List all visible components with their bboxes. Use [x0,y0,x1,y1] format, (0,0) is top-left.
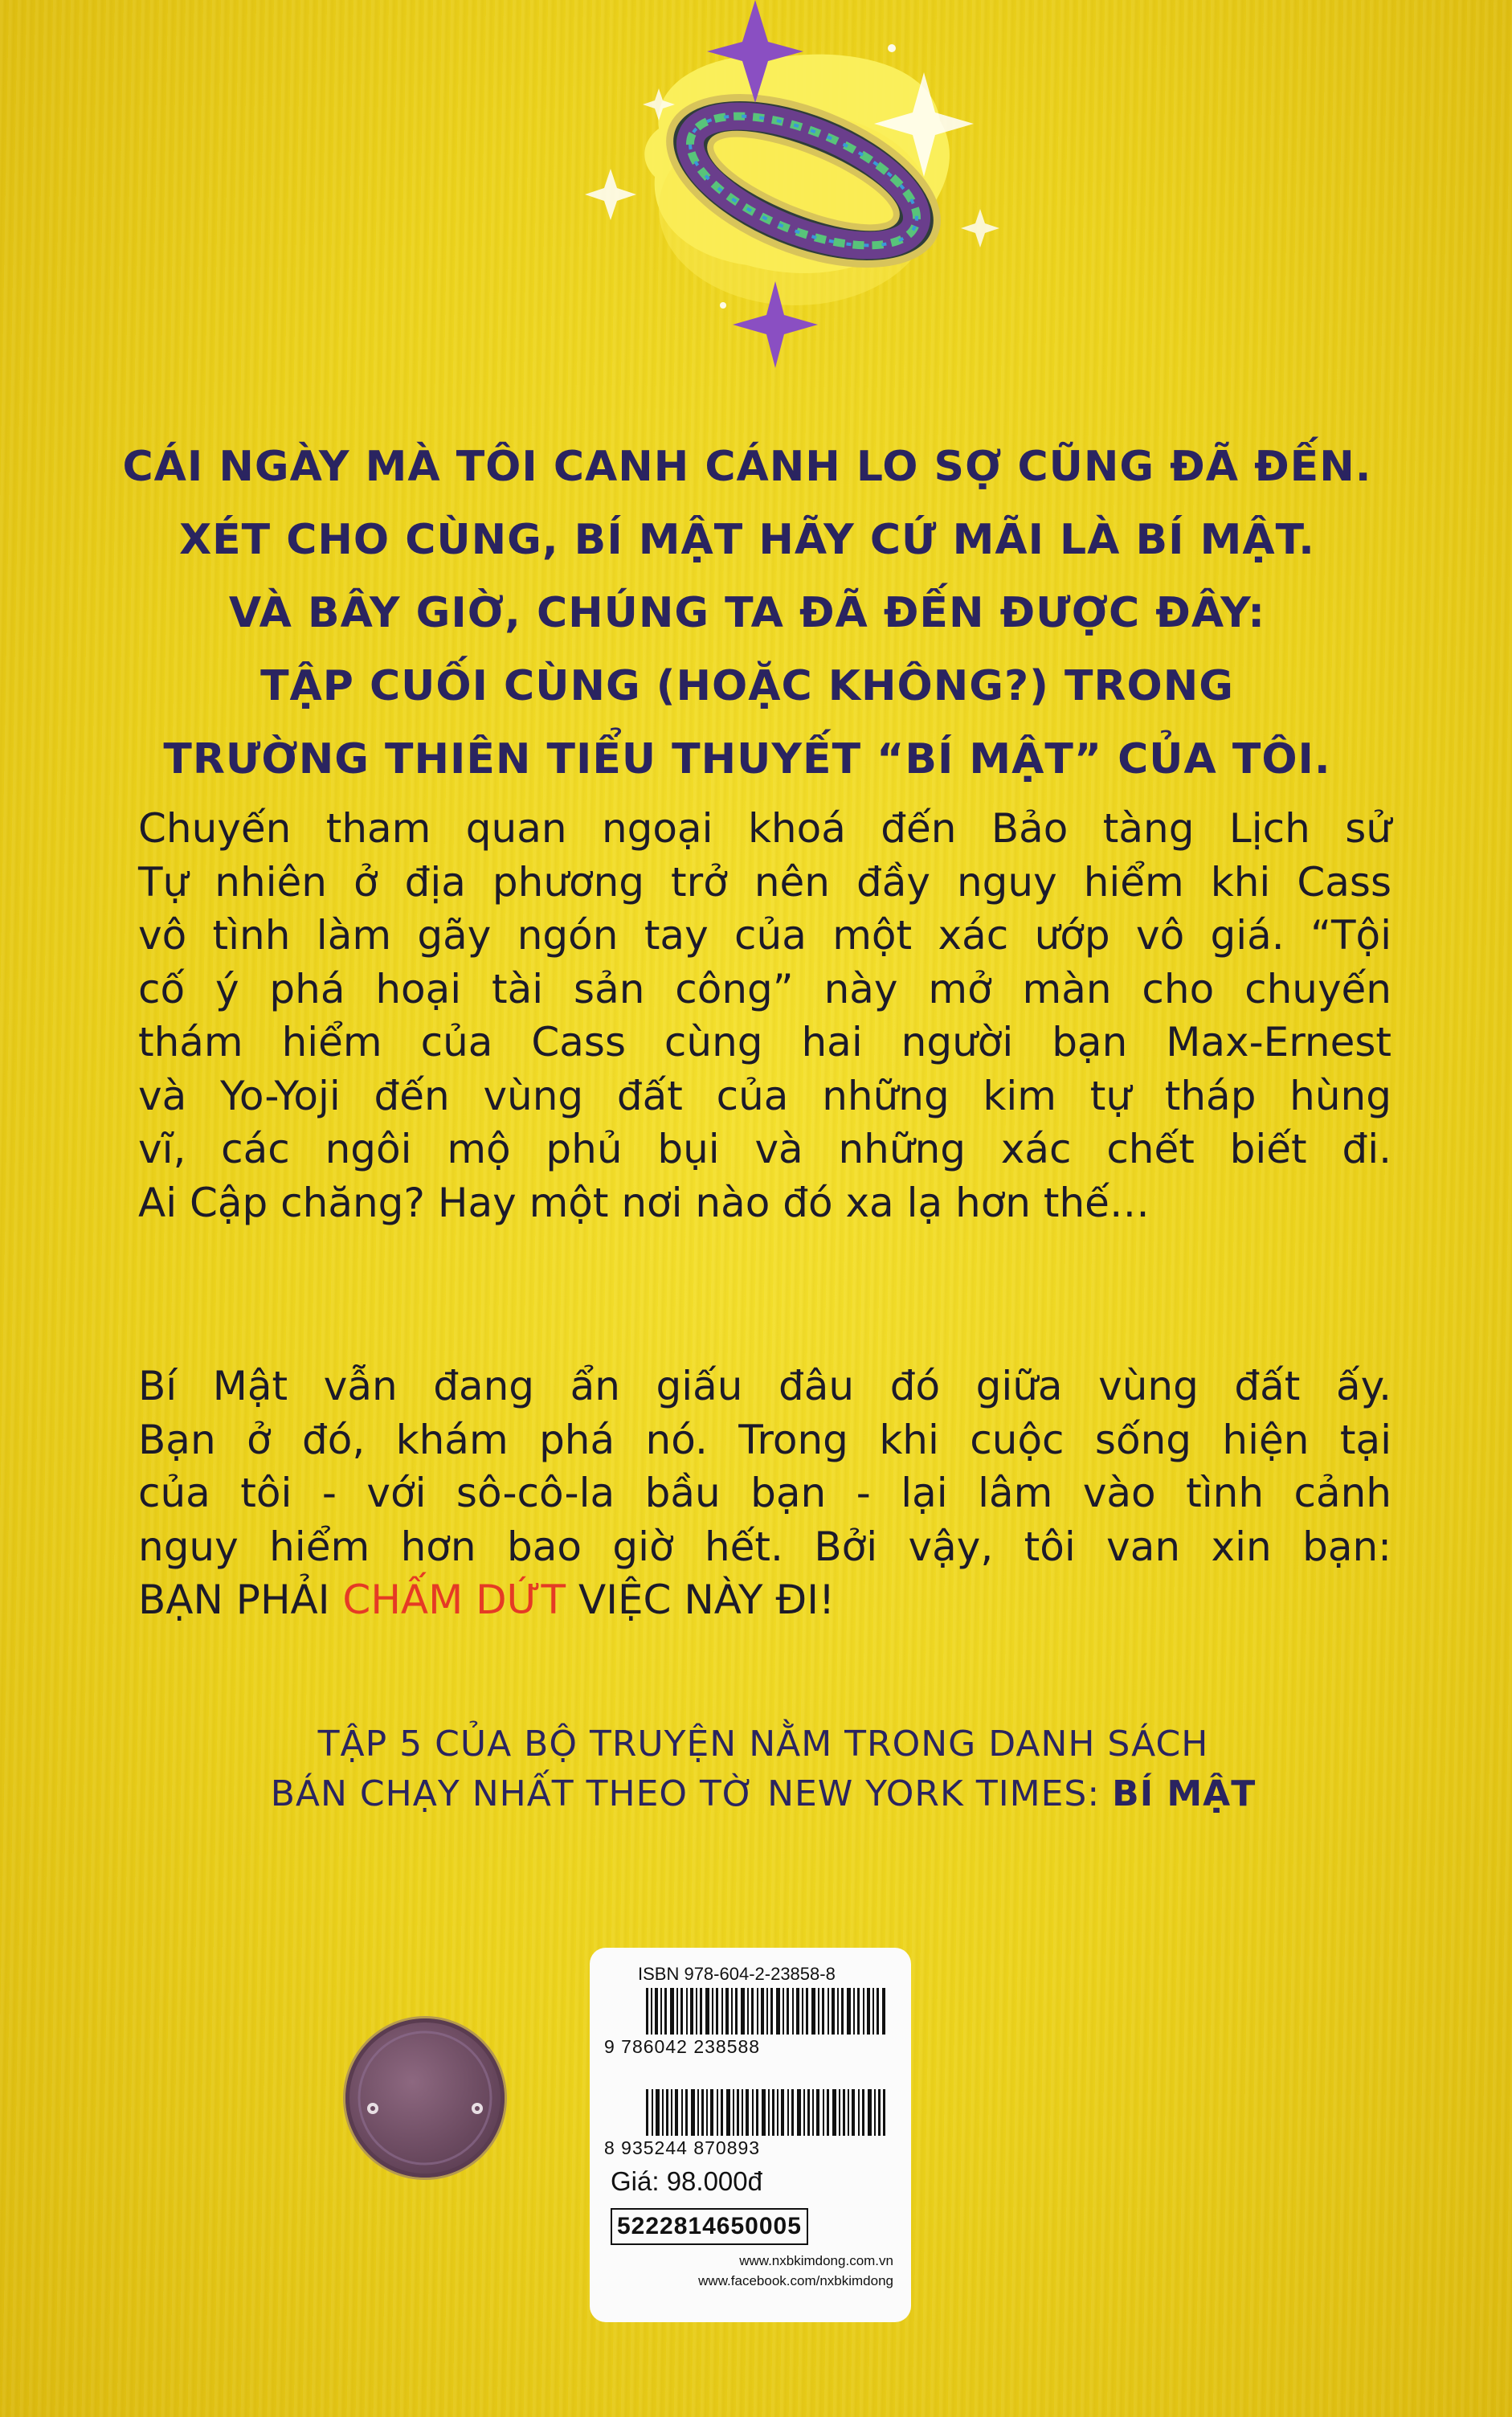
series-note [121,1720,1406,1819]
paragraph-line: Tự nhiên ở địa phương trở nên đầy nguy hiểm khi Cass [138,858,1391,906]
paragraph-line: vĩ, các ngôi mộ phủ bụi và những xác chết biết đi. [138,1126,1391,1172]
paragraph-line: Bí Mật vẫn đang ẩn giấu đâu đó giữa vùng đất ấy. [138,1363,1391,1409]
series-note-line-2 [121,1769,1406,1819]
paragraph-line: Chuyến tham quan ngoại khoá đến Bảo tàng Lịch sử [138,805,1391,852]
magic-ring-icon [562,0,1012,378]
price-label: Giá: 98.000đ [611,2166,762,2196]
publisher-facebook: www.facebook.com/nxbkimdong [698,2273,893,2288]
paragraph-line: vô tình làm gãy ngón tay của một xác ướp vô giá. “Tội [138,912,1391,959]
series-note-prefix: BÁN CHẠY NHẤT THEO TỜ NEW YORK TIMES: [270,1773,1113,1814]
intro-line: VÀ BÂY GIỜ, CHÚNG TA ĐÃ ĐẾN ĐƯỢC ĐÂY: [228,589,1266,637]
intro-blurb [121,431,1374,796]
plea-text: BẠN PHẢI [138,1577,343,1623]
product-code: 5222814650005 [611,2208,808,2245]
synopsis-paragraph-1 [138,802,1391,1229]
intro-line: CÁI NGÀY MÀ TÔI CANH CÁNH LO SỢ CŨNG ĐÃ ĐẾN. [122,443,1372,491]
ean-barcode [646,2089,887,2136]
ean-barcode-number: 8 935244 870893 [604,2137,761,2158]
plea-line [138,1573,1391,1627]
paragraph-line: thám hiểm của Cass cùng hai người bạn Max-Ernest [138,1019,1391,1065]
paragraph-line: nguy hiểm hơn bao giờ hết. Bởi vậy, tôi van xin bạn: [138,1523,1391,1570]
wax-seal-icon [345,2018,505,2178]
paragraph-line: Ai Cập chăng? Hay một nơi nào đó xa lạ hơn thế… [138,1179,1150,1226]
paragraph-line: và Yo-Yoji đến vùng đất của những kim tự tháp hùng [138,1072,1391,1119]
publisher-website: www.nxbkimdong.com.vn [739,2253,893,2268]
intro-line: TRƯỜNG THIÊN TIỂU THUYẾT “BÍ MẬT” CỦA TÔI. [163,735,1331,783]
paragraph-line: Bạn ở đó, khám phá nó. Trong khi cuộc sống hiện tại [138,1416,1391,1463]
isbn-label: ISBN 978-604-2-23858-8 [638,1964,836,1984]
synopsis-paragraph-2 [138,1360,1391,1627]
isbn-barcode-number: 9 786042 238588 [604,2036,761,2057]
isbn-barcode [646,1988,887,2035]
plea-highlight: CHẤM DỨT [342,1577,566,1623]
paragraph-line: của tôi - với sô-cô-la bầu bạn - lại lâm vào tình cảnh [138,1470,1391,1516]
barcode-sticker [590,1948,911,2322]
series-title: BÍ MẬT [1112,1773,1257,1814]
intro-line: TẬP CUỐI CÙNG (HOẶC KHÔNG?) TRONG [260,662,1234,710]
paragraph-line: cố ý phá hoại tài sản công” này mở màn cho chuyến [138,965,1391,1012]
plea-text-end: VIỆC NÀY ĐI! [566,1577,836,1623]
intro-line: XÉT CHO CÙNG, BÍ MẬT HÃY CỨ MÃI LÀ BÍ MẬT. [179,516,1315,564]
series-note-line-1: TẬP 5 CỦA BỘ TRUYỆN NẰM TRONG DANH SÁCH [317,1724,1209,1765]
